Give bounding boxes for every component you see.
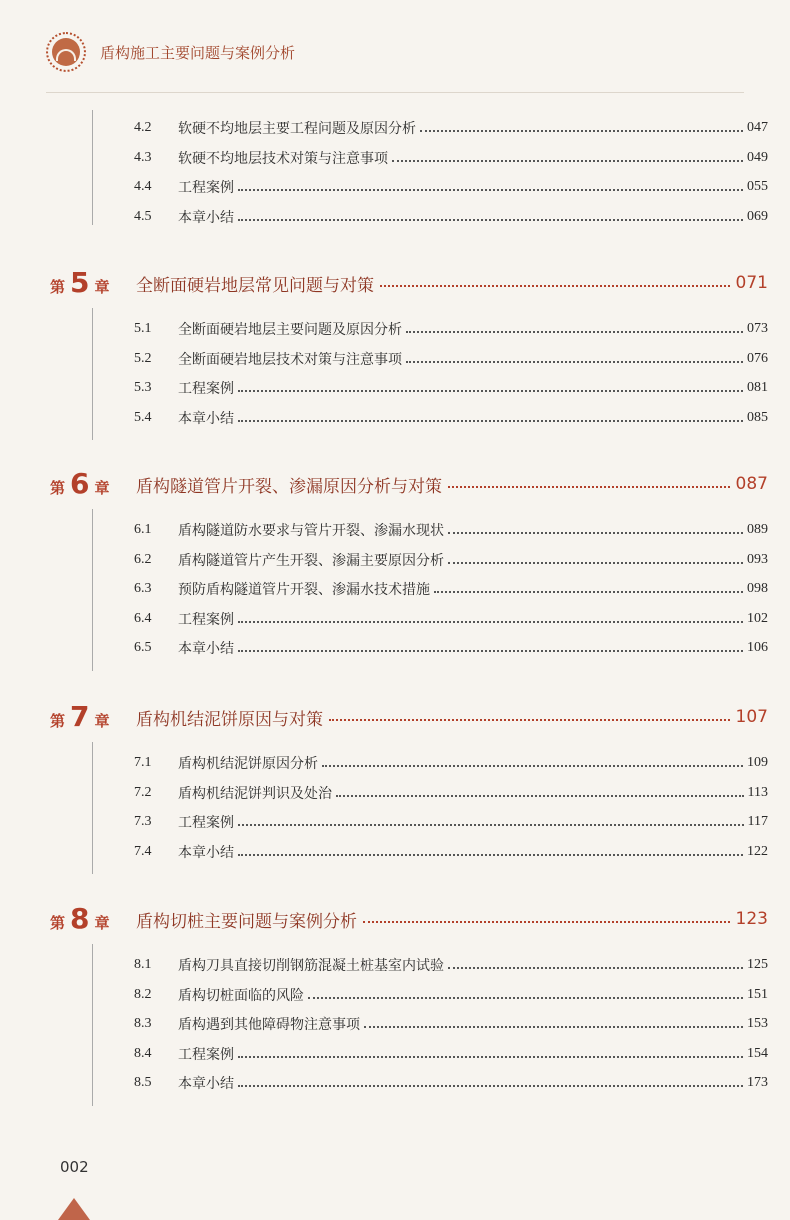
chapter-number: 7	[70, 700, 90, 733]
section-title: 预防盾构隧道管片开裂、渗漏水技术措施	[178, 582, 430, 598]
toc-entry[interactable]	[134, 405, 768, 431]
leader-dots	[448, 967, 743, 969]
section-page: 102	[747, 610, 768, 626]
corner-mark-icon	[58, 1198, 90, 1220]
section-title: 本章小结	[178, 1076, 234, 1092]
section-page: 117	[747, 814, 768, 829]
chapter-label	[50, 469, 136, 499]
section-number: 7.1	[134, 755, 152, 770]
toc-entry[interactable]	[134, 316, 768, 342]
section-page: 055	[747, 179, 768, 194]
leader-dots	[336, 795, 744, 797]
leader-dots	[420, 130, 743, 132]
toc-entry[interactable]	[134, 547, 768, 573]
section-title: 全断面硬岩地层技术对策与注意事项	[178, 351, 402, 368]
section-number: 6.4	[134, 610, 152, 626]
section-number: 8.2	[134, 986, 152, 1002]
section-page: 106	[747, 640, 768, 655]
section-number: 6.5	[134, 640, 152, 655]
book-title: 盾构施工主要问题与案例分析	[100, 43, 296, 62]
chapter-prefix: 第	[50, 278, 66, 296]
chapter-heading[interactable]	[50, 266, 768, 300]
chapter-title: 盾构隧道管片开裂、渗漏原因分析与对策	[136, 476, 442, 497]
leader-dots	[448, 486, 730, 488]
chapter-heading[interactable]	[50, 467, 768, 501]
leader-dots	[392, 160, 743, 162]
section-page: 098	[747, 581, 768, 596]
leader-dots	[238, 650, 743, 652]
section-page: 109	[747, 755, 768, 770]
chapter-prefix: 第	[50, 712, 66, 730]
chapter-number: 6	[70, 467, 90, 500]
leader-dots	[406, 361, 743, 363]
section-page: 153	[747, 1016, 768, 1031]
section-page: 076	[747, 350, 768, 366]
section-page: 093	[747, 551, 768, 567]
chapter-page: 123	[735, 909, 768, 929]
chapter-bar	[92, 944, 93, 1106]
toc-entry[interactable]	[134, 115, 768, 141]
section-title: 本章小结	[178, 844, 234, 861]
section-number: 6.2	[134, 551, 152, 567]
section-title: 软硬不均地层主要工程问题及原因分析	[178, 121, 416, 137]
chapter-title: 盾构切桩主要问题与案例分析	[136, 911, 357, 932]
section-number: 8.3	[134, 1016, 152, 1031]
section-title: 工程案例	[178, 180, 234, 196]
leader-dots	[238, 1056, 743, 1058]
section-number: 8.4	[134, 1045, 152, 1061]
chapter-heading[interactable]	[50, 700, 768, 734]
chapter-suffix: 章	[94, 479, 110, 497]
toc-entry[interactable]	[134, 606, 768, 632]
section-number: 6.1	[134, 522, 152, 537]
toc-entry[interactable]	[134, 204, 768, 230]
section-page: 069	[747, 208, 768, 224]
chapter-label	[50, 904, 136, 934]
chapter-title: 盾构机结泥饼原因与对策	[136, 709, 323, 730]
toc-entry[interactable]	[134, 750, 768, 776]
chapter-bar	[92, 110, 93, 225]
leader-dots	[238, 189, 743, 191]
section-number: 7.2	[134, 784, 152, 800]
leader-dots	[238, 824, 744, 826]
section-page: 085	[747, 409, 768, 425]
page-number: 002	[60, 1158, 89, 1176]
section-title: 盾构隧道管片产生开裂、渗漏主要原因分析	[178, 552, 444, 569]
section-page: 081	[747, 380, 768, 395]
section-title: 盾构机结泥饼原因分析	[178, 756, 318, 772]
toc-entry[interactable]	[134, 952, 768, 978]
section-title: 工程案例	[178, 815, 234, 831]
section-title: 本章小结	[178, 209, 234, 226]
chapter-number: 5	[70, 266, 90, 299]
section-page: 125	[747, 957, 768, 972]
section-number: 5.2	[134, 350, 152, 366]
section-number: 5.1	[134, 321, 152, 336]
section-title: 全断面硬岩地层主要问题及原因分析	[178, 322, 402, 338]
section-title: 盾构隧道防水要求与管片开裂、渗漏水现状	[178, 523, 444, 539]
leader-dots	[329, 719, 730, 721]
chapter-label	[50, 268, 136, 298]
toc-entry[interactable]	[134, 635, 768, 661]
chapter-page: 071	[735, 273, 768, 293]
section-number: 4.4	[134, 179, 152, 194]
chapter-heading[interactable]	[50, 902, 768, 936]
section-title: 工程案例	[178, 1046, 234, 1063]
section-page: 113	[747, 784, 768, 800]
section-title: 软硬不均地层技术对策与注意事项	[178, 150, 388, 167]
section-number: 7.4	[134, 843, 152, 859]
section-page: 049	[747, 149, 768, 165]
section-number: 5.3	[134, 380, 152, 395]
toc-entry[interactable]	[134, 346, 768, 372]
toc-entry[interactable]	[134, 576, 768, 602]
section-title: 盾构机结泥饼判识及处治	[178, 785, 332, 802]
chapter-number: 8	[70, 902, 90, 935]
leader-dots	[364, 1026, 743, 1028]
section-page: 151	[747, 986, 768, 1002]
section-page: 173	[747, 1075, 768, 1090]
section-title: 本章小结	[178, 410, 234, 427]
leader-dots	[322, 765, 743, 767]
section-title: 本章小结	[178, 641, 234, 657]
toc-entry[interactable]	[134, 780, 768, 806]
section-page: 047	[747, 120, 768, 135]
chapter-page: 087	[735, 474, 768, 494]
leader-dots	[434, 591, 743, 593]
chapter-suffix: 章	[94, 278, 110, 296]
leader-dots	[238, 420, 743, 422]
toc-entry[interactable]	[134, 375, 768, 401]
header-divider	[46, 92, 744, 93]
toc-entry[interactable]	[134, 517, 768, 543]
leader-dots	[406, 331, 743, 333]
section-number: 4.5	[134, 208, 152, 224]
section-page: 073	[747, 321, 768, 336]
leader-dots	[238, 1085, 743, 1087]
chapter-suffix: 章	[94, 712, 110, 730]
toc-entry[interactable]	[134, 809, 768, 835]
section-number: 7.3	[134, 814, 152, 829]
toc-entry[interactable]	[134, 145, 768, 171]
chapter-prefix: 第	[50, 914, 66, 932]
section-number: 4.3	[134, 149, 152, 165]
leader-dots	[308, 997, 743, 999]
chapter-page: 107	[735, 707, 768, 727]
chapter-bar	[92, 742, 93, 874]
chapter-suffix: 章	[94, 914, 110, 932]
section-title: 盾构遇到其他障碍物注意事项	[178, 1017, 360, 1033]
section-number: 4.2	[134, 120, 152, 135]
section-number: 8.5	[134, 1075, 152, 1090]
leader-dots	[363, 921, 730, 923]
leader-dots	[448, 532, 743, 534]
chapter-bar	[92, 308, 93, 440]
publisher-logo-icon	[46, 32, 86, 72]
chapter-bar	[92, 509, 93, 671]
section-number: 6.3	[134, 581, 152, 596]
leader-dots	[238, 621, 743, 623]
section-number: 8.1	[134, 957, 152, 972]
chapter-label	[50, 702, 136, 732]
toc-entry[interactable]	[134, 839, 768, 865]
section-page: 154	[747, 1045, 768, 1061]
section-title: 盾构切桩面临的风险	[178, 987, 304, 1004]
leader-dots	[238, 854, 743, 856]
toc-entry[interactable]	[134, 1070, 768, 1096]
section-title: 工程案例	[178, 381, 234, 397]
section-title: 工程案例	[178, 611, 234, 628]
section-title: 盾构刀具直接切削钢筋混凝土桩基室内试验	[178, 958, 444, 974]
leader-dots	[238, 390, 743, 392]
leader-dots	[380, 285, 730, 287]
chapter-prefix: 第	[50, 479, 66, 497]
page-header	[46, 30, 295, 74]
toc-entry[interactable]	[134, 1011, 768, 1037]
section-page: 122	[747, 843, 768, 859]
section-page: 089	[747, 522, 768, 537]
toc-entry[interactable]	[134, 1041, 768, 1067]
section-number: 5.4	[134, 409, 152, 425]
toc-entry[interactable]	[134, 982, 768, 1008]
chapter-title: 全断面硬岩地层常见问题与对策	[136, 275, 374, 296]
leader-dots	[448, 562, 743, 564]
toc-entry[interactable]	[134, 174, 768, 200]
leader-dots	[238, 219, 743, 221]
